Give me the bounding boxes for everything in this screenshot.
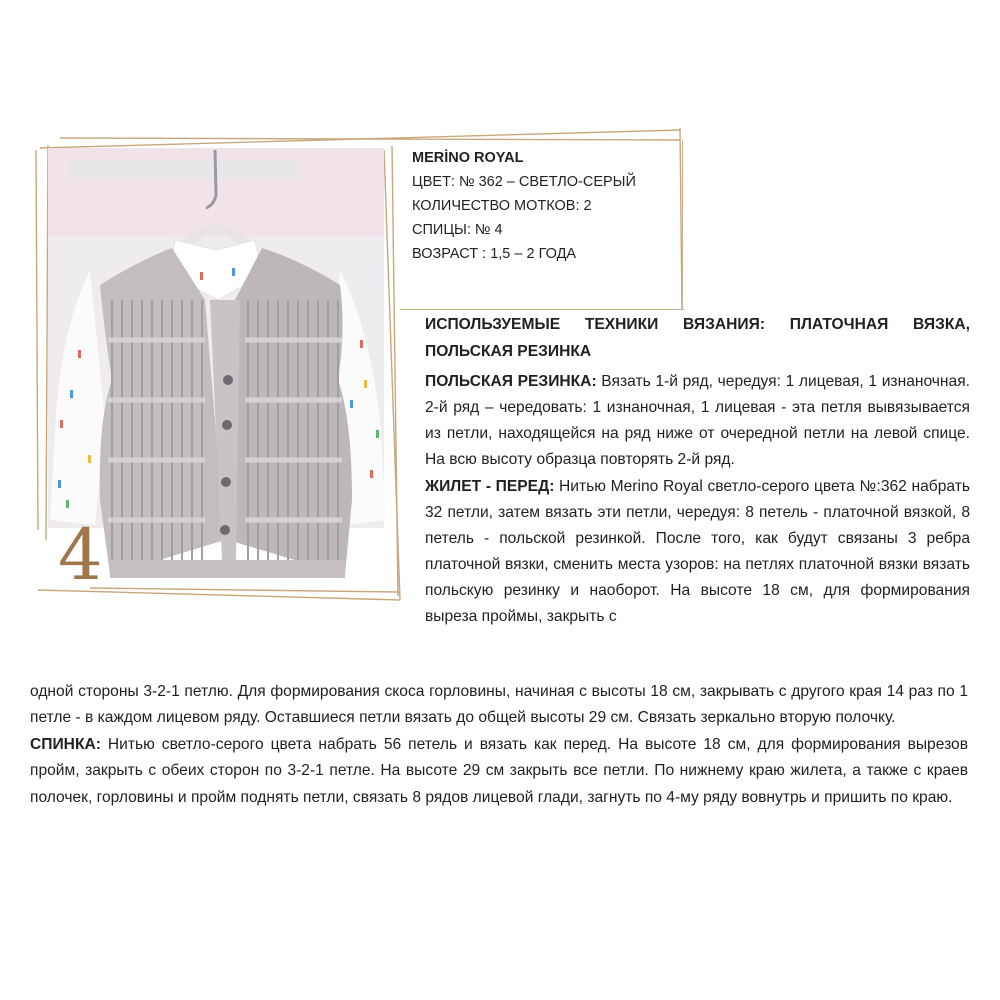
yarn-name: MERİNO ROYAL: [412, 150, 524, 166]
polish-rib-heading: ПОЛЬСКАЯ РЕЗИНКА:: [425, 373, 597, 390]
polish-rib-paragraph: [425, 369, 970, 474]
techniques-line-2: ПОЛЬСКАЯ РЕЗИНКА: [425, 342, 592, 360]
age-range: ВОЗРАСТ : 1,5 – 2 ГОДА: [412, 246, 577, 262]
page-number: 4: [58, 514, 103, 596]
info-divider-vertical: [682, 140, 683, 310]
skein-count: КОЛИЧЕСТВО МОТКОВ: 2: [412, 198, 592, 214]
back-text: Нитью светло-серого цвета набрать 56 петель и вязать как перед. На высоте 18 см, для формирования вырезов пройм, закрыть с обеих сторон по 3-2-1 петле. На высоте 29 см закрыть все петли. По нижнему краю жилета, а также с краев полочек, горловины и пройм поднять петли, связать 8 рядов лицевой глади, загнуть по 4-му ряду вовнутрь и пришить по краю.: [30, 735, 968, 806]
instructions-right-column: [425, 369, 970, 631]
back-paragraph: [30, 732, 968, 811]
yarn-color: ЦВЕТ: № 362 – СВЕТЛО-СЕРЫЙ: [412, 174, 636, 190]
needle-size: СПИЦЫ: № 4: [412, 222, 503, 238]
front-text: Нитью Merino Royal светло-серого цвета №:362 набрать 32 петли, затем вязать эти петли, чередуя: 8 петель - платочной вязкой, 8 петель - польской резинкой. После того, как будут связаны 3 ребра платочной вязки, сменить места узоров: на петлях платочной вязки вязать польскую резинку и наоборот. На высоте 18 см, для формирования выреза проймы, закрыть с: [425, 477, 970, 626]
front-paragraph: [425, 474, 970, 631]
back-heading: СПИНКА:: [30, 735, 101, 753]
front-heading: ЖИЛЕТ - ПЕРЕД:: [425, 477, 555, 495]
instructions-full-width: [30, 679, 968, 811]
info-divider-horizontal: [400, 309, 684, 310]
front-continuation: одной стороны 3-2-1 петлю. Для формирования скоса горловины, начиная с высоты 18 см, закрывать с другого края 14 раз по 1 петле - в каждом лицевом ряду. Оставшиеся петли вязать до общей высоты 29 см. Связать зеркально вторую полочку.: [30, 683, 968, 727]
yarn-info-block: [412, 146, 682, 266]
polish-rib-text: Вязать 1-й ряд, чередуя: 1 лицевая, 1 изнаночная. 2-й ряд – чередовать: 1 изнаночная, 1 лицевая - эта петля вывязывается из петли, находящейся на ряд ниже от очередной петли на левой спице. На всю высоту образца повторять 2-й ряд.: [425, 373, 970, 469]
techniques-heading: [425, 312, 970, 365]
techniques-line-1: ИСПОЛЬЗУЕМЫЕ ТЕХНИКИ ВЯЗАНИЯ: ПЛАТОЧНАЯ ВЯЗКА,: [425, 316, 970, 333]
